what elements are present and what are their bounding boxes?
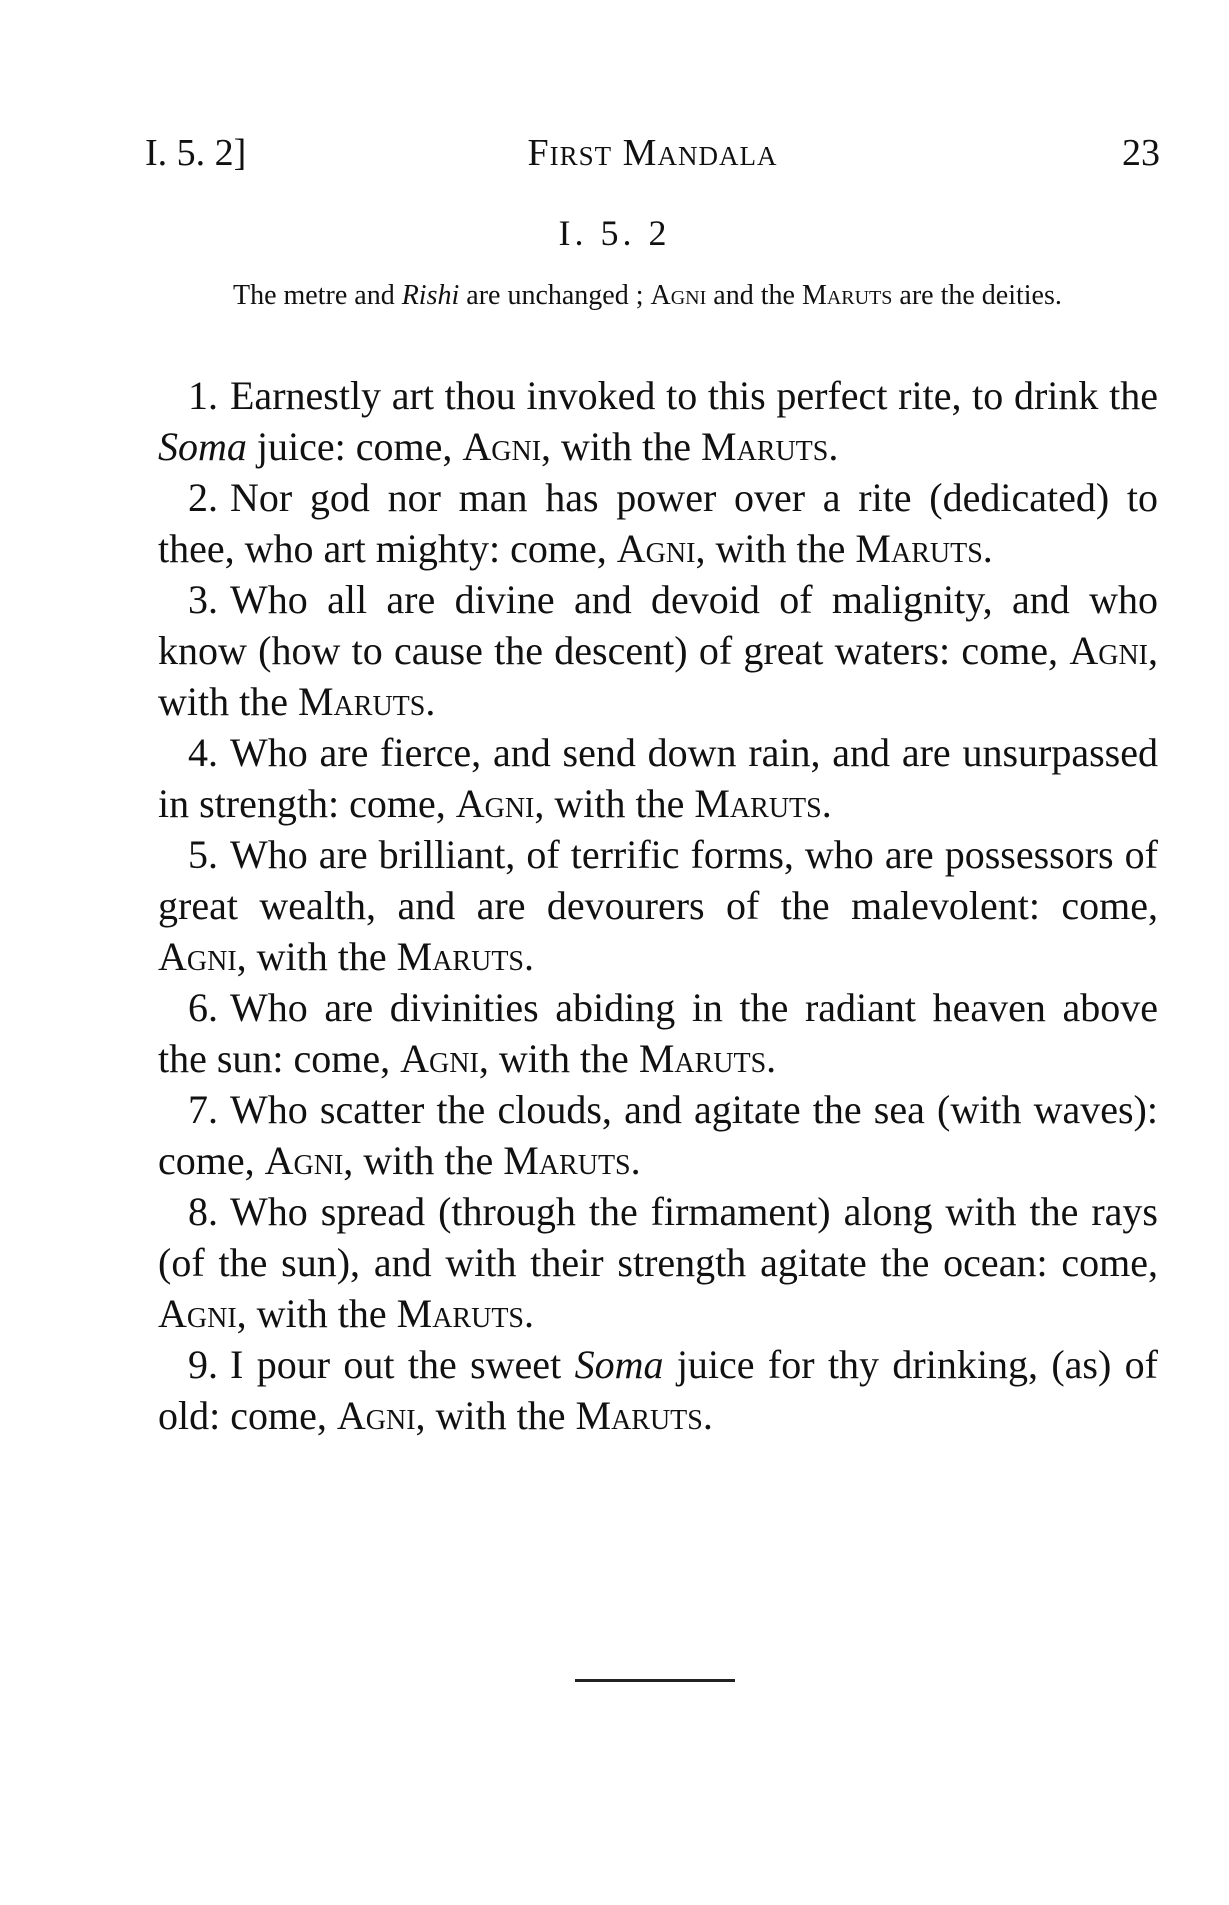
verse-number: 7. (188, 1087, 218, 1132)
verse-text: I pour out the sweet (230, 1342, 575, 1387)
verse-text: . (524, 1291, 534, 1336)
verse-number: 8. (188, 1189, 218, 1234)
verse-text: , with the (534, 781, 695, 826)
verse-deity-name: Agni (158, 1291, 237, 1336)
verse-text: , with the (541, 424, 701, 469)
verse-8 (158, 1186, 1158, 1339)
verse-deity-name: Agni (462, 424, 542, 469)
verse-text: . (766, 1036, 777, 1081)
verse-deity-name: Agni (264, 1138, 344, 1183)
verse-4 (158, 727, 1158, 829)
verse-7 (158, 1084, 1158, 1186)
verse-text: Who are brilliant, of terrific forms, who are possessors of great wealth, and are devourers of the malevolent: come, (158, 832, 1158, 928)
verse-6 (158, 982, 1158, 1084)
verse-text: Earnestly art thou invoked to this perfect rite, to drink the (230, 373, 1158, 418)
verse-deity-name: Maruts (855, 526, 983, 571)
intro-text: are the deities. (892, 280, 1062, 311)
verse-text: Who are fierce, and send down rain, and are unsurpassed in strength: come, (158, 730, 1158, 826)
intro-deity-name: Agni (650, 280, 707, 311)
verse-1 (158, 370, 1158, 472)
verse-text: Nor god nor man has power over a rite (dedicated) to thee, who art mighty: come, (158, 475, 1158, 571)
verse-number: 4. (188, 730, 218, 775)
intro-deity-name: Maruts (801, 280, 893, 311)
verse-text: , with the (236, 934, 397, 979)
verse-deity-name: Agni (158, 934, 237, 979)
verse-text: , with the (695, 526, 856, 571)
verse-text: Who are divinities abiding in the radiant heaven above the sun: come, (158, 985, 1158, 1081)
verse-text: , with the (236, 1291, 397, 1336)
verse-text: , with the (343, 1138, 504, 1183)
intro-text: and the (706, 280, 802, 311)
verse-number: 2. (188, 475, 218, 520)
verse-deity-name: Maruts (638, 1036, 767, 1081)
verse-text: . (702, 1393, 713, 1438)
verse-text: . (982, 526, 993, 571)
verse-text: Who spread (through the firmament) along with the rays (of the sun), and with their strength agitate the ocean: come, (158, 1189, 1158, 1285)
verse-text: Who scatter the clouds, and agitate the sea (with waves): come, (158, 1087, 1158, 1183)
section-reference: I. 5. 2] (145, 132, 247, 174)
verse-italic-term: Soma (574, 1342, 664, 1387)
verse-deity-name: Maruts (694, 781, 822, 826)
verse-deity-name: Agni (400, 1036, 479, 1081)
verse-text: , with the (478, 1036, 639, 1081)
verse-deity-name: Maruts (396, 1291, 524, 1336)
verse-text: , with the (158, 628, 1158, 724)
verse-number: 6. (188, 985, 218, 1030)
verse-deity-name: Agni (336, 1393, 416, 1438)
verse-2 (158, 472, 1158, 574)
verse-text: , with the (415, 1393, 576, 1438)
verse-number: 5. (188, 832, 218, 877)
verse-text: . (821, 781, 832, 826)
verse-number: 9. (188, 1342, 218, 1387)
verse-deity-name: Maruts (701, 424, 829, 469)
verse-text: . (630, 1138, 641, 1183)
verse-deity-name: Maruts (575, 1393, 703, 1438)
verse-text: . (524, 934, 534, 979)
hymn-introduction (93, 276, 1160, 316)
verse-italic-term: Soma (158, 424, 247, 469)
verse-deity-name: Agni (1069, 628, 1148, 673)
end-of-hymn-rule (575, 1679, 735, 1682)
verse-text: . (425, 679, 436, 724)
verse-number: 3. (188, 577, 218, 622)
verse-deity-name: Agni (455, 781, 535, 826)
running-title: First Mandala (527, 132, 778, 174)
verse-deity-name: Maruts (297, 679, 426, 724)
page-number: 23 (1122, 132, 1160, 174)
intro-text: The metre and (233, 280, 402, 311)
verse-list (158, 370, 1158, 1441)
verse-9 (158, 1339, 1158, 1441)
verse-text: Who all are divine and devoid of malignity, and who know (how to cause the descent) of great waters: come, (158, 577, 1158, 673)
intro-italic-term: Rishi (401, 280, 460, 311)
verse-text: . (828, 424, 839, 469)
intro-text: are unchanged ; (459, 280, 651, 311)
verse-number: 1. (188, 373, 218, 418)
verse-deity-name: Maruts (503, 1138, 631, 1183)
verse-text: juice for thy drinking, (as) of old: come, (158, 1342, 1158, 1438)
verse-5 (158, 829, 1158, 982)
verse-deity-name: Agni (616, 526, 696, 571)
hymn-number: I. 5. 2 (558, 213, 671, 253)
verse-text: juice: come, (246, 424, 463, 469)
running-head (145, 128, 1160, 178)
verse-3 (158, 574, 1158, 727)
verse-deity-name: Maruts (396, 934, 524, 979)
